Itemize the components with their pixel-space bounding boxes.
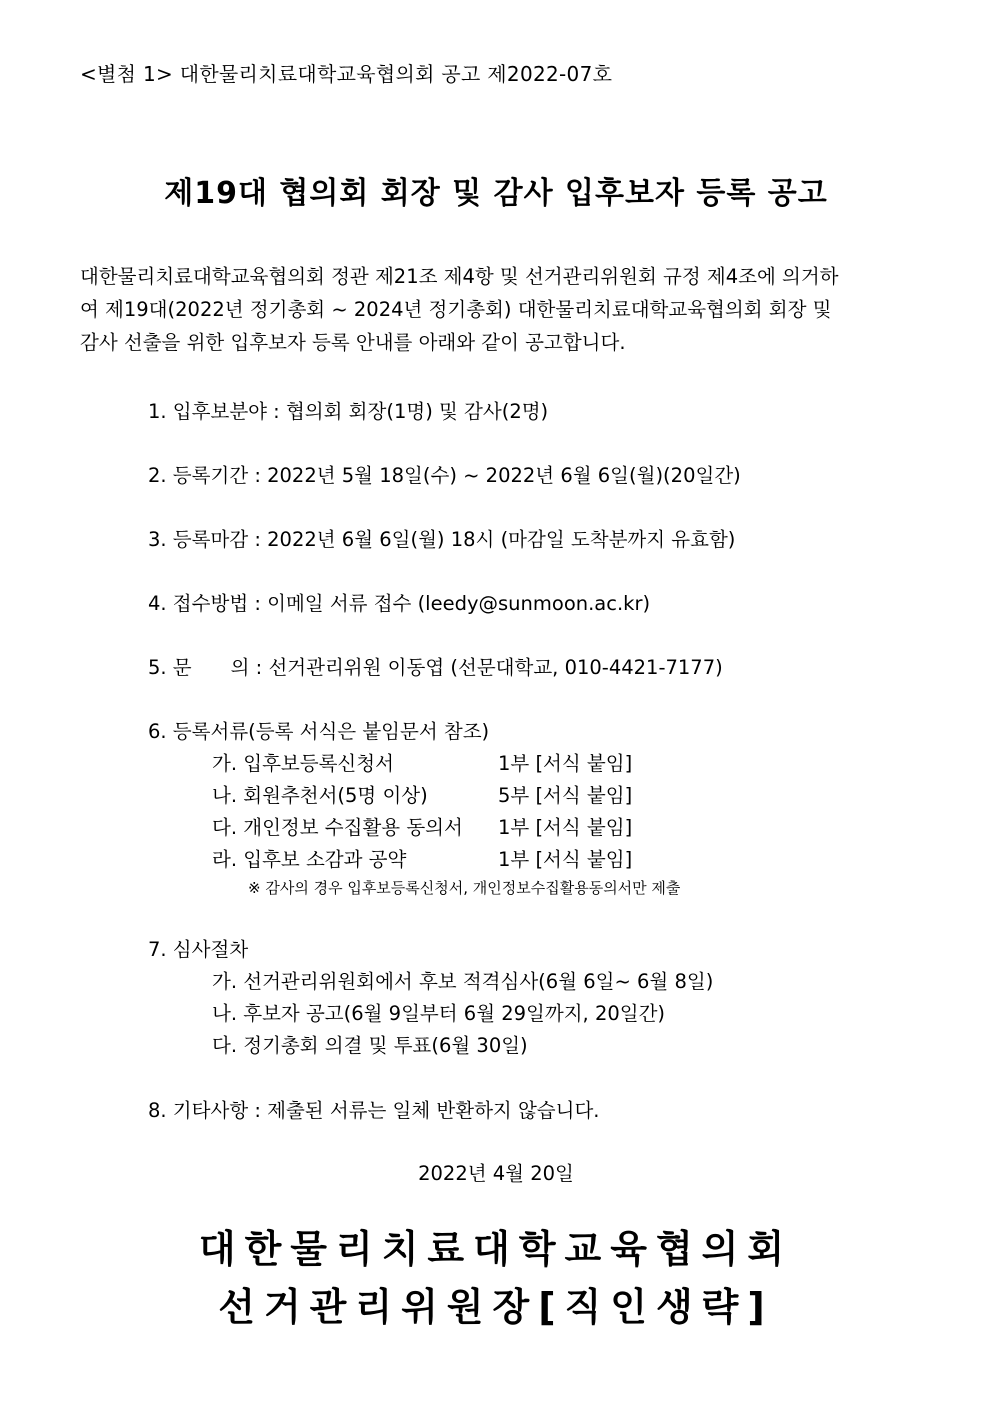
item-registration-deadline [148,524,735,552]
document-row [212,844,632,872]
document-row [212,780,632,808]
intro-paragraph [80,260,912,359]
document-row [212,748,632,776]
item-inquiry: 5. 문 의 : 선거관리위원 이동엽 (선문대학교, 010-4421-7177) [148,656,723,679]
document-name: 라. 입후보 소감과 공약 [212,848,407,871]
intro-line: 감사 선출을 위한 입후보자 등록 안내를 아래와 같이 공고합니다. [80,331,626,354]
item-other-notes: 8. 기타사항 : 제출된 서류는 일체 반환하지 않습니다. [148,1099,600,1122]
attachment-label: <별첨 1> 대한물리치료대학교육협의회 공고 제2022-07호 [80,62,613,86]
intro-line: 대한물리치료대학교육협의회 정관 제21조 제4항 및 선거관리위원회 규정 제4조에 의거하 [80,265,839,288]
document-count: 1부 [서식 붙임] [498,752,633,775]
item-review-procedure: 7. 심사절차 [148,938,249,961]
item-registration-period: 2. 등록기간 : 2022년 5월 18일(수) ~ 2022년 6월 6일(월)(20일간) [148,464,741,487]
page-title: 제19대 협의회 회장 및 감사 입후보자 등록 공고 [164,176,828,211]
deadline-value: 2022년 6월 6일(월) 18시 (마감일 도착분까지 유효함) [267,528,736,551]
submission-value: 이메일 서류 접수 (leedy@sunmoon.ac.kr) [267,592,651,615]
document-count: 1부 [서식 붙임] [498,816,633,839]
documents-note: ※ 감사의 경우 입후보등록신청서, 개인정보수집활용동의서만 제출 [248,879,681,897]
document-name: 다. 개인정보 수집활용 동의서 [212,816,463,839]
procedure-step: 가. 선거관리위원회에서 후보 적격심사(6월 6일~ 6월 8일) [212,970,714,993]
signature-organization: 대한물리치료대학교육협의회 [198,1227,794,1271]
procedure-step: 나. 후보자 공고(6월 9일부터 6월 29일까지, 20일간) [212,1002,666,1025]
signature-title: 선거관리위원장[직인생략] [218,1285,774,1329]
announcement-date: 2022년 4월 20일 [418,1162,574,1185]
submission-label: 4. 접수방법 : [148,592,268,615]
document-row [212,812,632,840]
document-name: 나. 회원추천서(5명 이상) [212,784,428,807]
procedure-step: 다. 정기총회 의결 및 투표(6월 30일) [212,1034,528,1057]
document-count: 5부 [서식 붙임] [498,784,633,807]
deadline-label: 3. 등록마감 : [148,528,268,551]
intro-line: 여 제19대(2022년 정기총회 ~ 2024년 정기총회) 대한물리치료대학교육협의회 회장 및 [80,298,832,321]
item-documents: 6. 등록서류(등록 서식은 붙임문서 참조) [148,720,490,743]
item-submission-method [148,588,650,616]
document-name: 가. 입후보등록신청서 [212,752,394,775]
item-candidate-field: 1. 입후보분야 : 협의회 회장(1명) 및 감사(2명) [148,400,549,423]
document-count: 1부 [서식 붙임] [498,848,633,871]
